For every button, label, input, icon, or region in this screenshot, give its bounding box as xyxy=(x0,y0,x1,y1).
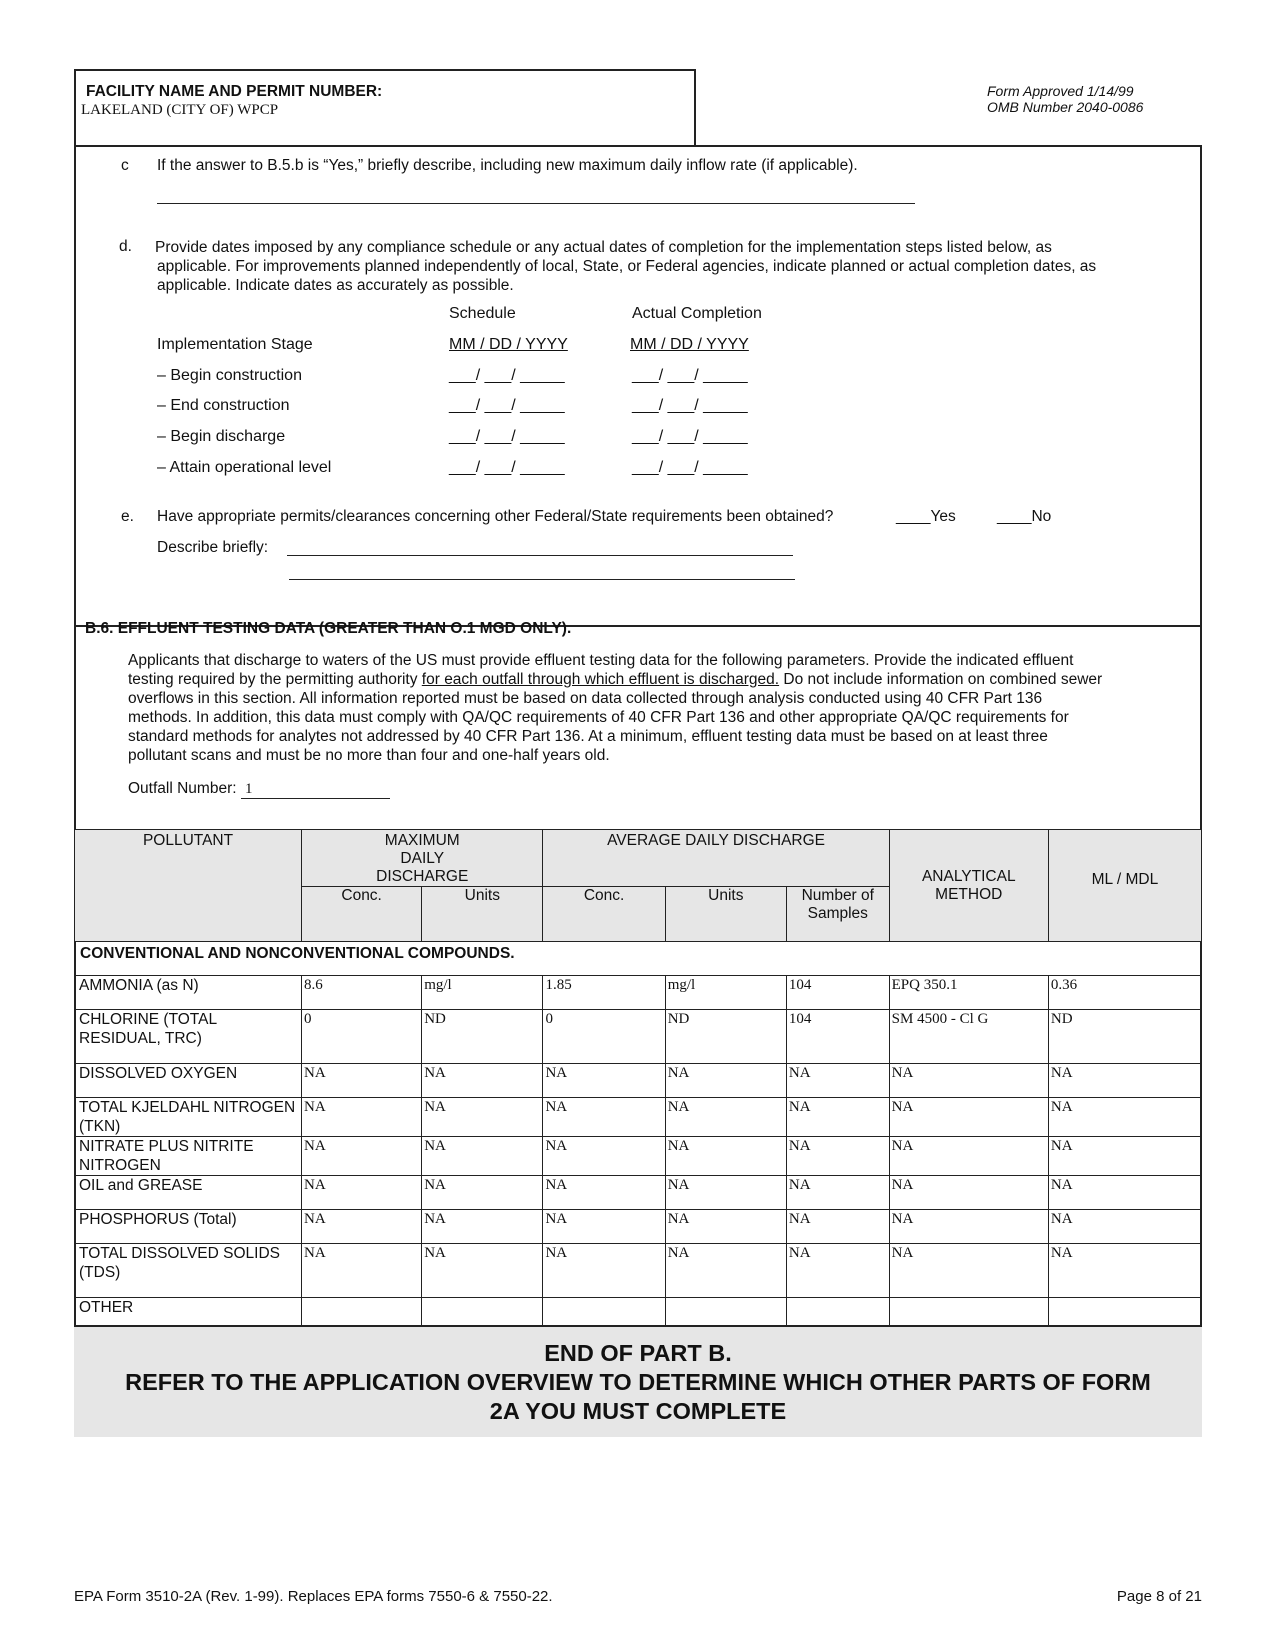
header-pollutant: POLLUTANT xyxy=(75,830,302,942)
describe-line-2[interactable] xyxy=(289,579,795,580)
header-maximum-daily-discharge: MAXIMUM DAILY DISCHARGE xyxy=(302,830,543,887)
yes-option[interactable]: ____Yes xyxy=(896,508,956,525)
samples-cell[interactable]: NA xyxy=(786,1137,889,1176)
header-avg-units: Units xyxy=(665,887,786,942)
max-units-cell[interactable]: NA xyxy=(422,1098,543,1137)
omb-number: OMB Number 2040-0086 xyxy=(987,99,1144,115)
stage-begin-construction: – Begin construction xyxy=(157,367,302,384)
pollutant-name: OTHER xyxy=(75,1298,302,1332)
actual-date-format: MM / DD / YYYY xyxy=(630,336,749,353)
item-d-text xyxy=(155,238,1096,295)
max-units-cell[interactable]: NA xyxy=(422,1210,543,1244)
pollutant-name: PHOSPHORUS (Total) xyxy=(75,1210,302,1244)
b6-line2b: Do not include information on combined sewer xyxy=(779,671,1103,688)
ml-mdl-cell[interactable]: NA xyxy=(1048,1176,1201,1210)
b6-line2-underlined: for each outfall through which effluent is discharged. xyxy=(421,671,780,688)
item-e-letter: e. xyxy=(121,508,134,525)
section-conventional-compounds: CONVENTIONAL AND NONCONVENTIONAL COMPOUNDS. xyxy=(75,942,1202,976)
samples-cell[interactable]: 104 xyxy=(786,1010,889,1064)
max-units-cell[interactable]: NA xyxy=(422,1137,543,1176)
b6-line1: Applicants that discharge to waters of the US must provide effluent testing data for the following parameters. Provide the indicated effluent xyxy=(128,652,1074,669)
avg-conc-cell[interactable]: NA xyxy=(543,1064,665,1098)
avg-units-cell[interactable]: NA xyxy=(665,1210,786,1244)
table-row xyxy=(75,1010,1202,1064)
ml-mdl-cell[interactable]: NA xyxy=(1048,1137,1201,1176)
max-conc-cell[interactable]: NA xyxy=(302,1176,422,1210)
b6-line5: standard methods for analytes not addressed by 40 CFR Part 136. At a minimum, effluent testing data must be based on at least three xyxy=(128,728,1048,745)
avg-conc-cell[interactable]: NA xyxy=(543,1176,665,1210)
schedule-date-blank[interactable]: ___/ ___/ _____ xyxy=(449,397,565,414)
ml-mdl-cell[interactable]: NA xyxy=(1048,1064,1201,1098)
schedule-date-blank[interactable]: ___/ ___/ _____ xyxy=(449,428,565,445)
avg-units-cell[interactable]: ND xyxy=(665,1010,786,1064)
samples-cell[interactable]: 104 xyxy=(786,976,889,1010)
footer-form-id: EPA Form 3510-2A (Rev. 1-99). Replaces EPA forms 7550-6 & 7550-22. xyxy=(74,1588,553,1605)
pollutant-name: TOTAL KJELDAHL NITROGEN (TKN) xyxy=(75,1098,302,1137)
footer-page-number: Page 8 of 21 xyxy=(1116,1588,1202,1605)
table-row xyxy=(75,1064,1202,1098)
stage-begin-discharge: – Begin discharge xyxy=(157,428,286,445)
table-row xyxy=(75,1176,1202,1210)
pollutant-name: AMMONIA (as N) xyxy=(75,976,302,1010)
item-c-letter: c xyxy=(121,157,129,174)
actual-date-blank[interactable]: ___/ ___/ _____ xyxy=(632,397,748,414)
actual-date-blank[interactable]: ___/ ___/ _____ xyxy=(632,428,748,445)
max-conc-cell[interactable]: 8.6 xyxy=(302,976,422,1010)
end-of-part-b-box xyxy=(74,1325,1202,1437)
ml-mdl-cell[interactable]: 0.36 xyxy=(1048,976,1201,1010)
ml-mdl-cell[interactable]: NA xyxy=(1048,1244,1201,1298)
header-number-of-samples: Number of Samples xyxy=(786,887,889,942)
max-conc-cell[interactable]: NA xyxy=(302,1137,422,1176)
pollutant-name: OIL and GREASE xyxy=(75,1176,302,1210)
samples-cell[interactable]: NA xyxy=(786,1098,889,1137)
item-c-answer-line[interactable] xyxy=(157,203,915,204)
avg-units-cell[interactable]: NA xyxy=(665,1137,786,1176)
pollutant-name: TOTAL DISSOLVED SOLIDS (TDS) xyxy=(75,1244,302,1298)
samples-cell[interactable]: NA xyxy=(786,1244,889,1298)
max-units-cell[interactable]: mg/l xyxy=(422,976,543,1010)
pollutant-rows xyxy=(75,976,1202,1332)
pollutant-name: NITRATE PLUS NITRITE NITROGEN xyxy=(75,1137,302,1176)
end-line3: 2A YOU MUST COMPLETE xyxy=(489,1398,787,1424)
avg-conc-cell[interactable]: NA xyxy=(543,1244,665,1298)
b6-line3: overflows in this section. All information reported must be based on data collected through analysis conducted using 40 CFR Part 136 xyxy=(128,690,1043,707)
max-units-cell[interactable]: NA xyxy=(422,1244,543,1298)
avg-conc-cell[interactable]: NA xyxy=(543,1210,665,1244)
avg-units-cell[interactable]: NA xyxy=(665,1244,786,1298)
header-average-daily-discharge: AVERAGE DAILY DISCHARGE xyxy=(543,830,889,887)
facility-label: FACILITY NAME AND PERMIT NUMBER: xyxy=(86,83,383,100)
outfall-label: Outfall Number: xyxy=(128,780,237,797)
describe-line-1[interactable] xyxy=(287,555,793,556)
method-cell[interactable]: EPQ 350.1 xyxy=(889,976,1048,1010)
form-approval-info xyxy=(987,83,1143,115)
method-cell[interactable]: NA xyxy=(889,1064,1048,1098)
actual-date-blank[interactable]: ___/ ___/ _____ xyxy=(632,367,748,384)
item-e-question: Have appropriate permits/clearances concerning other Federal/State requirements been obtained? xyxy=(157,508,834,525)
b6-line4: methods. In addition, this data must comply with QA/QC requirements of 40 CFR Part 136 and other appropriate QA/QC requirements for xyxy=(128,709,1069,726)
item-d-line3: applicable. Indicate dates as accurately as possible. xyxy=(157,277,514,294)
end-line2: REFER TO THE APPLICATION OVERVIEW TO DETERMINE WHICH OTHER PARTS OF FORM xyxy=(125,1369,1151,1395)
avg-units-cell[interactable]: NA xyxy=(665,1064,786,1098)
b6-line6: pollutant scans and must be no more than four and one-half years old. xyxy=(128,747,610,764)
max-units-cell[interactable]: ND xyxy=(422,1010,543,1064)
samples-cell[interactable]: NA xyxy=(786,1176,889,1210)
avg-conc-cell[interactable]: NA xyxy=(543,1098,665,1137)
describe-briefly-label: Describe briefly: xyxy=(157,539,269,556)
max-conc-cell[interactable]: NA xyxy=(302,1210,422,1244)
table-row xyxy=(75,1210,1202,1244)
table-row xyxy=(75,1244,1202,1298)
method-cell[interactable]: NA xyxy=(889,1210,1048,1244)
ml-mdl-cell[interactable]: NA xyxy=(1048,1210,1201,1244)
pollutant-name: DISSOLVED OXYGEN xyxy=(75,1064,302,1098)
stage-attain-operational-level: – Attain operational level xyxy=(157,459,332,476)
ml-mdl-cell[interactable]: NA xyxy=(1048,1098,1201,1137)
header-analytical-method: ANALYTICAL METHOD xyxy=(889,830,1048,942)
schedule-date-blank[interactable]: ___/ ___/ _____ xyxy=(449,367,565,384)
b6-paragraph xyxy=(128,651,1102,765)
header-max-units: Units xyxy=(422,887,543,942)
schedule-heading: Schedule xyxy=(449,305,516,322)
b6-line2a: testing required by the permitting authority xyxy=(128,671,422,688)
table-row xyxy=(75,976,1202,1010)
item-d-line2: applicable. For improvements planned independently of local, State, or Federal agencies, indicate planned or actual completion dates, as xyxy=(157,258,1097,275)
avg-units-cell[interactable]: mg/l xyxy=(665,976,786,1010)
avg-units-cell[interactable]: NA xyxy=(665,1176,786,1210)
ml-mdl-cell[interactable]: ND xyxy=(1048,1010,1201,1064)
header-max-conc: Conc. xyxy=(302,887,422,942)
facility-value[interactable]: LAKELAND (CITY OF) WPCP xyxy=(81,102,279,118)
avg-conc-cell[interactable]: NA xyxy=(543,1137,665,1176)
actual-completion-heading: Actual Completion xyxy=(632,305,762,322)
item-d-line1: Provide dates imposed by any compliance schedule or any actual dates of completion for the implementation steps listed below, as xyxy=(155,239,1052,256)
end-line1: END OF PART B. xyxy=(544,1340,732,1366)
item-c-text: If the answer to B.5.b is “Yes,” briefly describe, including new maximum daily inflow rate (if applicable). xyxy=(157,157,858,174)
max-conc-cell[interactable]: 0 xyxy=(302,1010,422,1064)
samples-cell[interactable]: NA xyxy=(786,1064,889,1098)
header-ml-mdl: ML / MDL xyxy=(1048,830,1201,942)
no-option[interactable]: ____No xyxy=(997,508,1052,525)
avg-units-cell[interactable]: NA xyxy=(665,1098,786,1137)
max-units-cell[interactable]: NA xyxy=(422,1064,543,1098)
table-row xyxy=(75,1137,1202,1176)
method-cell[interactable]: NA xyxy=(889,1098,1048,1137)
max-conc-cell[interactable]: NA xyxy=(302,1064,422,1098)
max-conc-cell[interactable]: NA xyxy=(302,1098,422,1137)
item-d-letter: d. xyxy=(119,238,132,255)
max-conc-cell[interactable]: NA xyxy=(302,1244,422,1298)
method-cell[interactable]: NA xyxy=(889,1137,1048,1176)
header-avg-conc: Conc. xyxy=(543,887,665,942)
b6-line2 xyxy=(128,670,1102,689)
avg-conc-cell[interactable]: 1.85 xyxy=(543,976,665,1010)
avg-conc-cell[interactable]: 0 xyxy=(543,1010,665,1064)
table-row xyxy=(75,1098,1202,1137)
actual-date-blank[interactable]: ___/ ___/ _____ xyxy=(632,459,748,476)
schedule-date-blank[interactable]: ___/ ___/ _____ xyxy=(449,459,565,476)
max-units-cell[interactable]: NA xyxy=(422,1176,543,1210)
form-approved-date: Form Approved 1/14/99 xyxy=(987,83,1134,99)
b6-title: B.6. EFFLUENT TESTING DATA (GREATER THAN O.1 MGD ONLY). xyxy=(85,620,572,637)
method-cell[interactable]: NA xyxy=(889,1176,1048,1210)
pollutant-name: CHLORINE (TOTAL RESIDUAL, TRC) xyxy=(75,1010,302,1064)
effluent-testing-table xyxy=(74,829,1202,1332)
outfall-number-field[interactable]: 1 xyxy=(241,781,390,799)
method-cell[interactable]: NA xyxy=(889,1244,1048,1298)
schedule-date-format: MM / DD / YYYY xyxy=(449,336,568,353)
samples-cell[interactable]: NA xyxy=(786,1210,889,1244)
stage-end-construction: – End construction xyxy=(157,397,290,414)
method-cell[interactable]: SM 4500 - Cl G xyxy=(889,1010,1048,1064)
implementation-stage-label: Implementation Stage xyxy=(157,336,313,353)
